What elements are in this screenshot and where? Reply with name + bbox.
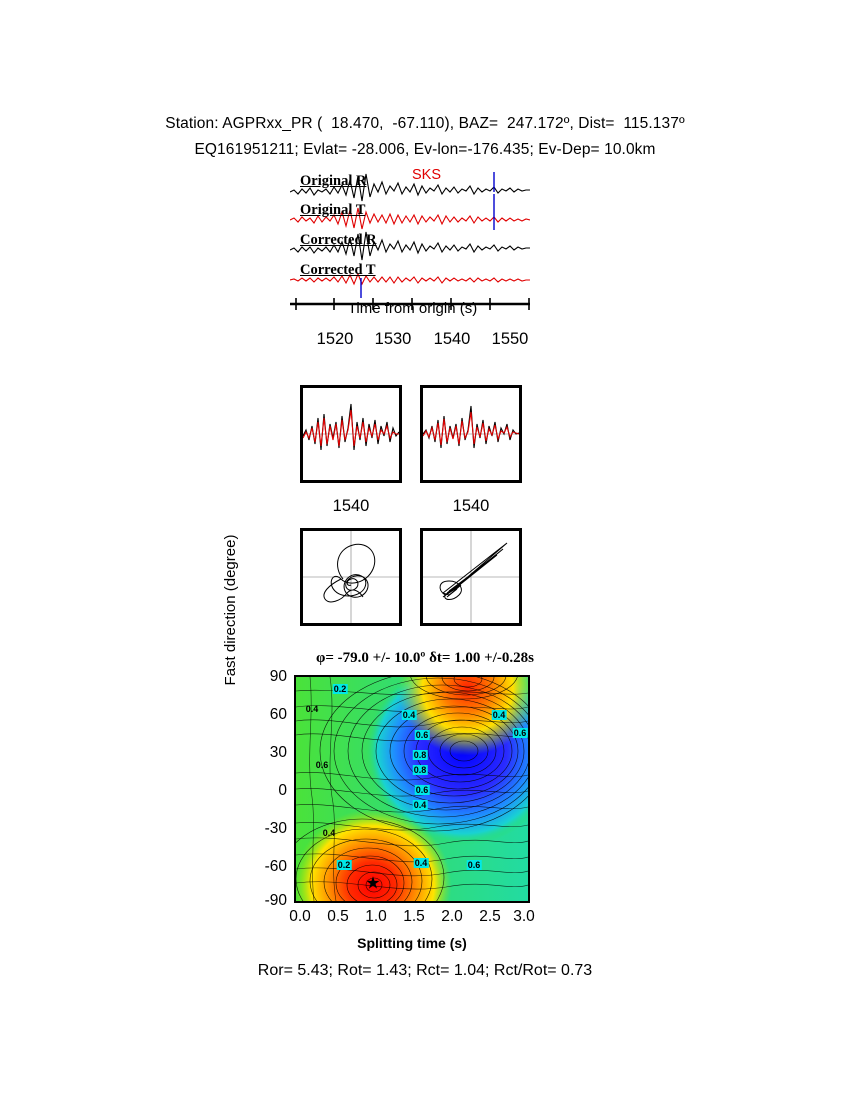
contour-plot (294, 675, 530, 903)
time-axis-label: Time from origin (s) (347, 300, 478, 317)
particle-motion-corrected-curve (423, 531, 519, 623)
x-tick-2: 1.0 (365, 908, 387, 925)
time-tick-3: 1550 (491, 330, 529, 348)
quality-metrics-line: Ror= 5.43; Rot= 1.43; Rct= 1.04; Rct/Rot= 0.73 (257, 962, 593, 979)
particle-motion-box-original (300, 528, 402, 626)
particle-motion-box-corrected (420, 528, 522, 626)
y-tick-90: 90 (269, 668, 287, 685)
x-tick-1: 0.5 (327, 908, 349, 925)
contour-x-axis-label: Splitting time (s) (357, 935, 467, 951)
trace-label-original-r: Original R (300, 173, 367, 189)
figure-header (0, 115, 850, 159)
contour-label-12: 0.2 (337, 860, 351, 870)
x-tick-0: 0.0 (289, 908, 311, 925)
contour-label-7: 0.8 (413, 765, 427, 775)
contour-y-ticks (245, 668, 291, 909)
contour-label-9: 0.4 (413, 800, 427, 810)
contour-label-0: 0.2 (333, 684, 347, 694)
event-info-line: EQ161951211; Evlat= -28.006, Ev-lon=-176.435; Ev-Dep= 10.0km (194, 141, 656, 158)
x-tick-4: 2.0 (441, 908, 463, 925)
trace-label-original-t: Original T (300, 202, 366, 218)
station-info-line: Station: AGPRxx_PR ( 18.470, -67.110), BAZ= 247.172º, Dist= 115.137º (165, 115, 685, 132)
time-tick-2: 1540 (433, 330, 471, 348)
zoom-left-tick-label: 1540 (332, 497, 370, 515)
y-tick-0: 0 (278, 782, 287, 799)
y-tick-m30: -30 (264, 820, 287, 837)
contour-label-1: 0.4 (402, 710, 416, 720)
y-tick-m90: -90 (264, 892, 287, 909)
contour-label-2: 0.4 (492, 710, 506, 720)
trace-label-corrected-r: Corrected R (300, 232, 377, 248)
contour-label-13: 0.4 (414, 858, 428, 868)
sks-phase-label: SKS (412, 167, 442, 183)
contour-label-8: 0.6 (415, 785, 429, 795)
zoom-waveform-box-left (300, 385, 402, 483)
best-fit-star-marker: ★ (365, 873, 381, 893)
contour-y-axis-label: Fast direction (degree) (222, 534, 239, 686)
y-tick-30: 30 (269, 744, 287, 761)
x-tick-3: 1.5 (403, 908, 425, 925)
contour-label-14: 0.6 (467, 860, 481, 870)
trace-label-corrected-t: Corrected T (300, 262, 376, 278)
x-tick-6: 3.0 (513, 908, 535, 925)
contour-title: φ= -79.0 +/- 10.0º δt= 1.00 +/-0.28s (316, 650, 534, 666)
zoom-waveform-right-traces (423, 388, 519, 480)
contour-label-5: 0.6 (513, 728, 527, 738)
contour-label-6: 0.8 (413, 750, 427, 760)
x-tick-5: 2.5 (479, 908, 501, 925)
zoom-waveform-box-right (420, 385, 522, 483)
time-tick-1: 1530 (374, 330, 412, 348)
contour-label-3: 0.4 (305, 704, 319, 714)
zoom-right-tick-label: 1540 (452, 497, 490, 515)
y-tick-m60: -60 (264, 858, 287, 875)
y-tick-60: 60 (269, 706, 287, 723)
contour-label-11: 0.4 (322, 828, 336, 838)
contour-label-10: 0.6 (315, 760, 329, 770)
zoom-waveform-left-traces (303, 388, 399, 480)
particle-motion-original-curve (303, 531, 399, 623)
contour-x-ticks (289, 908, 535, 928)
time-tick-0: 1520 (316, 330, 354, 348)
contour-label-4: 0.6 (415, 730, 429, 740)
contour-frame (294, 675, 530, 903)
